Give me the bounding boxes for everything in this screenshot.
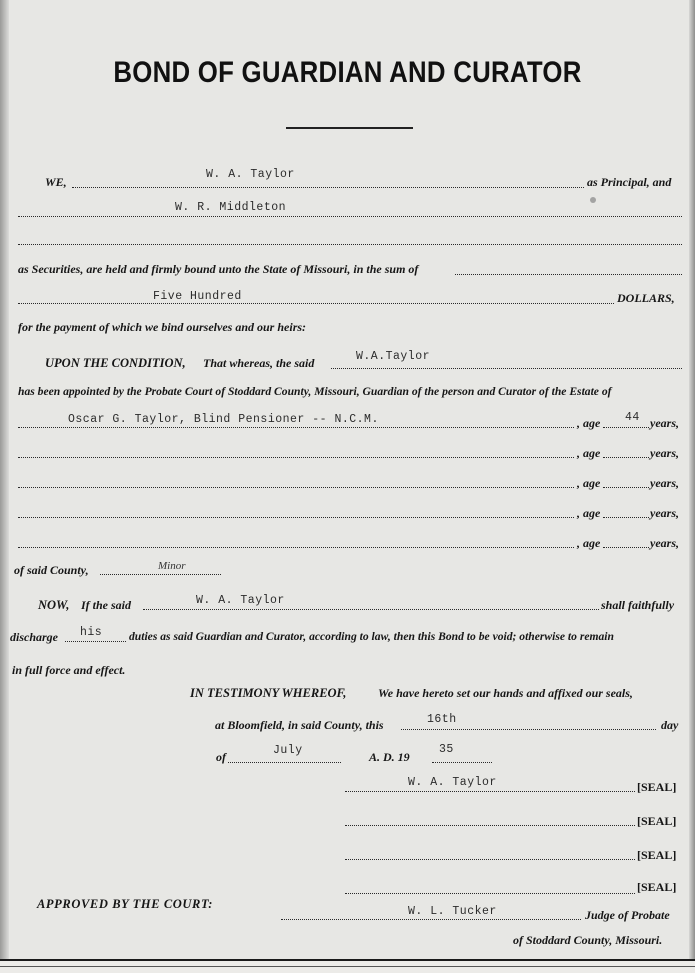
ad-label: A. D. 19 (369, 750, 410, 764)
security-line-1 (18, 216, 682, 217)
document-title: BOND OF GUARDIAN AND CURATOR (113, 56, 582, 89)
appointed-clause: has been appointed by the Probate Court of Stoddard County, Missouri, Guardian of the person and Curator of the Estate of (18, 385, 612, 398)
ward-age-label: , age (577, 536, 601, 550)
condition-label: UPON THE CONDITION, (45, 356, 186, 370)
seal-label: [SEAL] (637, 880, 677, 894)
month-value: July (273, 744, 303, 757)
ward-age: 44 (625, 411, 640, 424)
testimony-label: IN TESTIMONY WHEREOF, (190, 686, 347, 700)
ward-name-line (18, 547, 574, 548)
scan-right-edge (689, 0, 695, 973)
security-line-2 (18, 244, 682, 245)
condition-name: W.A.Taylor (356, 350, 431, 363)
judge-name: W. L. Tucker (408, 905, 497, 918)
condition-line (331, 368, 682, 369)
now-line (143, 609, 599, 610)
sum-amount: Five Hundred (153, 290, 242, 303)
day-value: 16th (427, 713, 457, 726)
signer-name: W. A. Taylor (408, 776, 497, 789)
county-value: Minor (158, 560, 186, 572)
discharge-text: duties as said Guardian and Curator, according to law, then this Bond to be void; otherwise to remain (129, 630, 614, 643)
date-of-label: of (216, 750, 226, 764)
month-line (228, 762, 341, 763)
ward-years-label: years, (650, 446, 679, 460)
seal-label: [SEAL] (637, 780, 677, 794)
discharge-pronoun: his (80, 626, 103, 639)
ward-age-line (603, 427, 649, 428)
ward-name-line (18, 487, 574, 488)
ward-age-line (603, 457, 649, 458)
testimony-text: We have hereto set our hands and affixed our seals, (378, 686, 633, 700)
ward-age-label: , age (577, 506, 601, 520)
ward-age-label: , age (577, 476, 601, 490)
ward-name: Oscar G. Taylor, Blind Pensioner -- N.C.M. (68, 413, 379, 426)
ward-age-line (603, 487, 649, 488)
sum-line (18, 303, 614, 304)
now-suffix: shall faithfully (601, 598, 675, 612)
scan-speck (590, 197, 596, 203)
county-line (100, 574, 221, 575)
security-name: W. R. Middleton (175, 201, 287, 214)
year-value: 35 (439, 743, 454, 756)
ward-years-label: years, (650, 476, 679, 490)
place-text: at Bloomfield, in said County, this (215, 718, 384, 732)
principal-suffix: as Principal, and (587, 175, 672, 189)
day-line (401, 729, 656, 730)
principal-name: W. A. Taylor (206, 168, 295, 181)
now-label: NOW, (38, 598, 70, 612)
securities-clause: as Securities, are held and firmly bound unto the State of Missouri, in the sum of (18, 262, 419, 276)
dollars-label: DOLLARS, (617, 291, 675, 305)
principal-line (72, 187, 584, 188)
ward-name-line (18, 427, 574, 428)
ward-years-label: years, (650, 416, 679, 430)
seal-label: [SEAL] (637, 848, 677, 862)
scan-bottom-edge (0, 959, 695, 973)
now-text: If the said (81, 598, 132, 612)
seal-label: [SEAL] (637, 814, 677, 828)
ward-age-label: , age (577, 446, 601, 460)
ward-years-label: years, (650, 506, 679, 520)
payment-clause: for the payment of which we bind ourselves and our heirs: (18, 320, 307, 334)
scan-left-edge (0, 0, 9, 973)
securities-tail-line (455, 274, 682, 275)
county-label: of said County, (14, 563, 89, 577)
signature-line (345, 859, 635, 860)
discharge-line (65, 641, 126, 642)
ward-name-line (18, 517, 574, 518)
day-label: day (661, 718, 679, 732)
discharge-label: discharge (10, 630, 58, 644)
ward-age-line (603, 547, 649, 548)
condition-text: That whereas, the said (203, 356, 315, 370)
title-rule (286, 127, 413, 129)
approval-label: APPROVED BY THE COURT: (37, 897, 214, 911)
signature-line (345, 825, 635, 826)
signature-line (345, 893, 635, 894)
judge-title: Judge of Probate (585, 908, 670, 922)
ward-name-line (18, 457, 574, 458)
county-signoff: of Stoddard County, Missouri. (513, 933, 663, 947)
year-line (432, 762, 492, 763)
ward-age-line (603, 517, 649, 518)
judge-line (281, 919, 581, 920)
signature-line (345, 791, 635, 792)
ward-years-label: years, (650, 536, 679, 550)
we-label: WE, (45, 175, 67, 189)
force-clause: in full force and effect. (12, 663, 126, 677)
ward-age-label: , age (577, 416, 601, 430)
now-name: W. A. Taylor (196, 594, 285, 607)
